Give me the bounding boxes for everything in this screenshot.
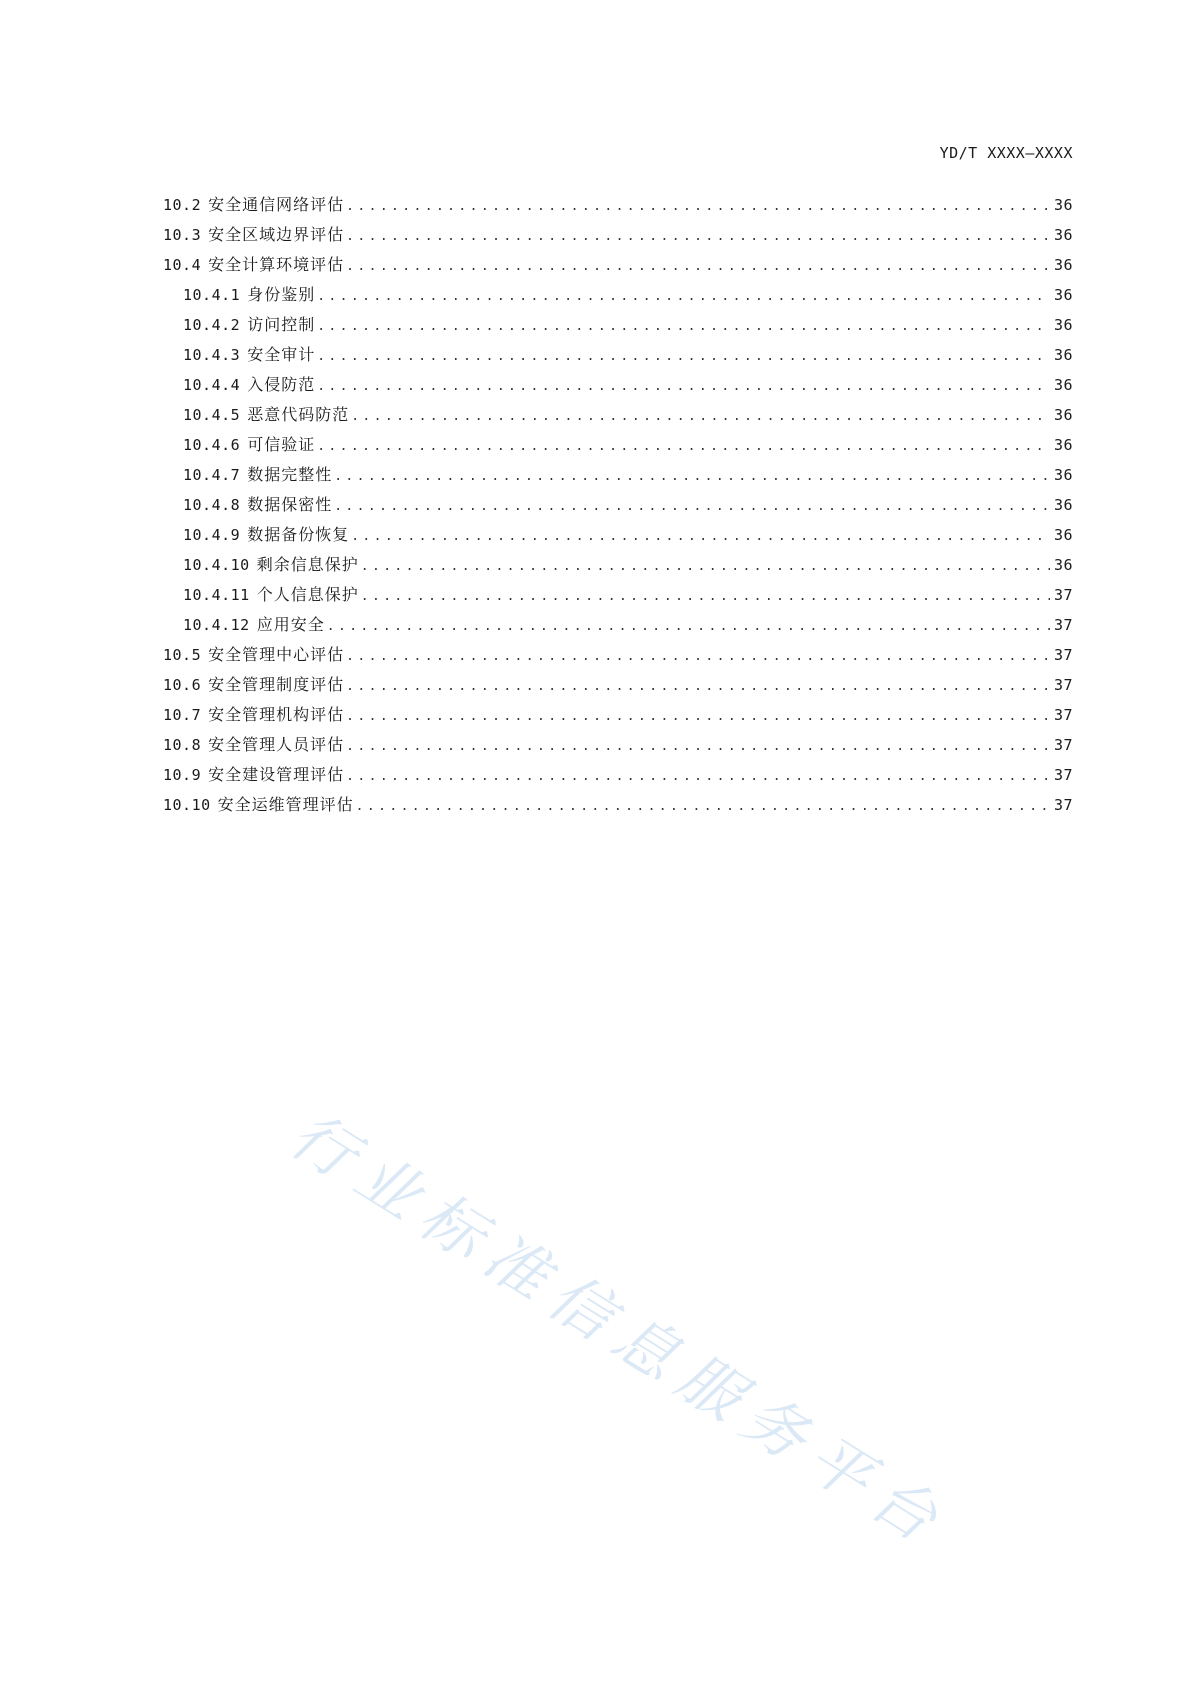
toc-dot-leader: [317, 372, 1050, 402]
toc-entry-10-4-11[interactable]: [163, 580, 1073, 610]
toc-entry-number: 10.4.5: [183, 406, 241, 424]
toc-entry-10-4-7[interactable]: [163, 460, 1073, 490]
toc-entry-number: 10.7: [163, 706, 202, 724]
toc-entry-page: 37: [1053, 616, 1073, 634]
toc-entry-page: 36: [1053, 316, 1073, 334]
toc-entry-title: 剩余信息保护: [256, 555, 359, 574]
toc-entry-title: 安全建设管理评估: [208, 765, 345, 784]
toc-entry-10-4-5[interactable]: [163, 400, 1073, 430]
toc-entry-number: 10.2: [163, 196, 202, 214]
toc-entry-title: 访问控制: [247, 315, 316, 334]
toc-entry-10-4-8[interactable]: [163, 490, 1073, 520]
toc-entry-page: 36: [1053, 286, 1073, 304]
toc-entry-title: 安全审计: [247, 345, 316, 364]
toc-dot-leader: [346, 192, 1050, 222]
toc-entry-10-4-10[interactable]: [163, 550, 1073, 580]
toc-entry-10-3[interactable]: [163, 220, 1073, 250]
toc-entry-page: 36: [1053, 436, 1073, 454]
toc-entry-page: 36: [1053, 376, 1073, 394]
toc-entry-title: 安全计算环境评估: [208, 255, 345, 274]
toc-entry-page: 37: [1053, 766, 1073, 784]
toc-dot-leader: [361, 552, 1050, 582]
toc-entry-title: 安全管理机构评估: [208, 705, 345, 724]
toc-entry-10-4[interactable]: [163, 250, 1073, 280]
toc-entry-number: 10.4.11: [183, 586, 250, 604]
toc-entry-number: 10.4: [163, 256, 202, 274]
toc-dot-leader: [351, 522, 1050, 552]
toc-entry-10-10[interactable]: [163, 790, 1073, 820]
toc-dot-leader: [346, 762, 1050, 792]
toc-entry-title: 身份鉴别: [247, 285, 316, 304]
table-of-contents: [163, 190, 1073, 820]
toc-entry-number: 10.4.7: [183, 466, 241, 484]
toc-entry-page: 36: [1053, 406, 1073, 424]
toc-entry-page: 36: [1053, 556, 1073, 574]
toc-entry-10-4-2[interactable]: [163, 310, 1073, 340]
toc-entry-number: 10.8: [163, 736, 202, 754]
toc-entry-title: 数据完整性: [247, 465, 333, 484]
toc-entry-10-9[interactable]: [163, 760, 1073, 790]
toc-entry-number: 10.4.1: [183, 286, 241, 304]
toc-dot-leader: [361, 582, 1050, 612]
toc-dot-leader: [356, 792, 1050, 822]
toc-entry-number: 10.4.12: [183, 616, 250, 634]
toc-entry-number: 10.4.9: [183, 526, 241, 544]
toc-entry-10-7[interactable]: [163, 700, 1073, 730]
toc-entry-10-4-12[interactable]: [163, 610, 1073, 640]
toc-entry-10-4-4[interactable]: [163, 370, 1073, 400]
toc-entry-title: 安全管理中心评估: [208, 645, 345, 664]
toc-entry-10-4-6[interactable]: [163, 430, 1073, 460]
toc-dot-leader: [317, 312, 1050, 342]
toc-entry-10-4-1[interactable]: [163, 280, 1073, 310]
toc-dot-leader: [346, 702, 1050, 732]
toc-dot-leader: [327, 612, 1050, 642]
toc-entry-10-5[interactable]: [163, 640, 1073, 670]
toc-entry-page: 37: [1053, 706, 1073, 724]
toc-entry-10-2[interactable]: [163, 190, 1073, 220]
toc-entry-title: 安全区域边界评估: [208, 225, 345, 244]
toc-entry-10-8[interactable]: [163, 730, 1073, 760]
toc-entry-page: 37: [1053, 676, 1073, 694]
toc-entry-number: 10.4.4: [183, 376, 241, 394]
toc-entry-title: 安全运维管理评估: [217, 795, 354, 814]
toc-dot-leader: [346, 642, 1050, 672]
toc-entry-page: 36: [1053, 466, 1073, 484]
toc-dot-leader: [317, 282, 1050, 312]
toc-entry-page: 37: [1053, 796, 1073, 814]
toc-entry-title: 安全管理制度评估: [208, 675, 345, 694]
toc-entry-title: 个人信息保护: [256, 585, 359, 604]
toc-entry-title: 可信验证: [247, 435, 316, 454]
toc-entry-10-6[interactable]: [163, 670, 1073, 700]
toc-entry-title: 恶意代码防范: [247, 405, 350, 424]
toc-entry-page: 36: [1053, 496, 1073, 514]
toc-entry-10-4-9[interactable]: [163, 520, 1073, 550]
toc-entry-page: 36: [1053, 196, 1073, 214]
toc-entry-page: 36: [1053, 346, 1073, 364]
toc-entry-number: 10.4.2: [183, 316, 241, 334]
toc-entry-page: 37: [1053, 646, 1073, 664]
toc-entry-title: 应用安全: [256, 615, 325, 634]
toc-entry-number: 10.9: [163, 766, 202, 784]
toc-dot-leader: [351, 402, 1050, 432]
toc-entry-page: 36: [1053, 256, 1073, 274]
toc-entry-number: 10.6: [163, 676, 202, 694]
toc-entry-number: 10.10: [163, 796, 211, 814]
toc-dot-leader: [346, 732, 1050, 762]
toc-entry-page: 36: [1053, 526, 1073, 544]
toc-dot-leader: [317, 342, 1050, 372]
toc-entry-10-4-3[interactable]: [163, 340, 1073, 370]
toc-entry-title: 数据备份恢复: [247, 525, 350, 544]
toc-entry-number: 10.4.3: [183, 346, 241, 364]
toc-dot-leader: [334, 462, 1050, 492]
toc-entry-title: 安全管理人员评估: [208, 735, 345, 754]
toc-entry-number: 10.4.10: [183, 556, 250, 574]
toc-dot-leader: [346, 222, 1050, 252]
toc-entry-number: 10.4.8: [183, 496, 241, 514]
toc-entry-page: 37: [1053, 586, 1073, 604]
toc-dot-leader: [346, 672, 1050, 702]
toc-dot-leader: [317, 432, 1050, 462]
toc-entry-page: 36: [1053, 226, 1073, 244]
toc-entry-page: 37: [1053, 736, 1073, 754]
toc-entry-number: 10.5: [163, 646, 202, 664]
toc-entry-number: 10.4.6: [183, 436, 241, 454]
toc-dot-leader: [334, 492, 1050, 522]
toc-dot-leader: [346, 252, 1050, 282]
toc-entry-number: 10.3: [163, 226, 202, 244]
document-code-header: YD/T XXXX—XXXX: [939, 144, 1073, 162]
toc-entry-title: 安全通信网络评估: [208, 195, 345, 214]
toc-entry-title: 入侵防范: [247, 375, 316, 394]
watermark-text: 行业标准信息服务平台: [278, 1097, 962, 1563]
toc-entry-title: 数据保密性: [247, 495, 333, 514]
